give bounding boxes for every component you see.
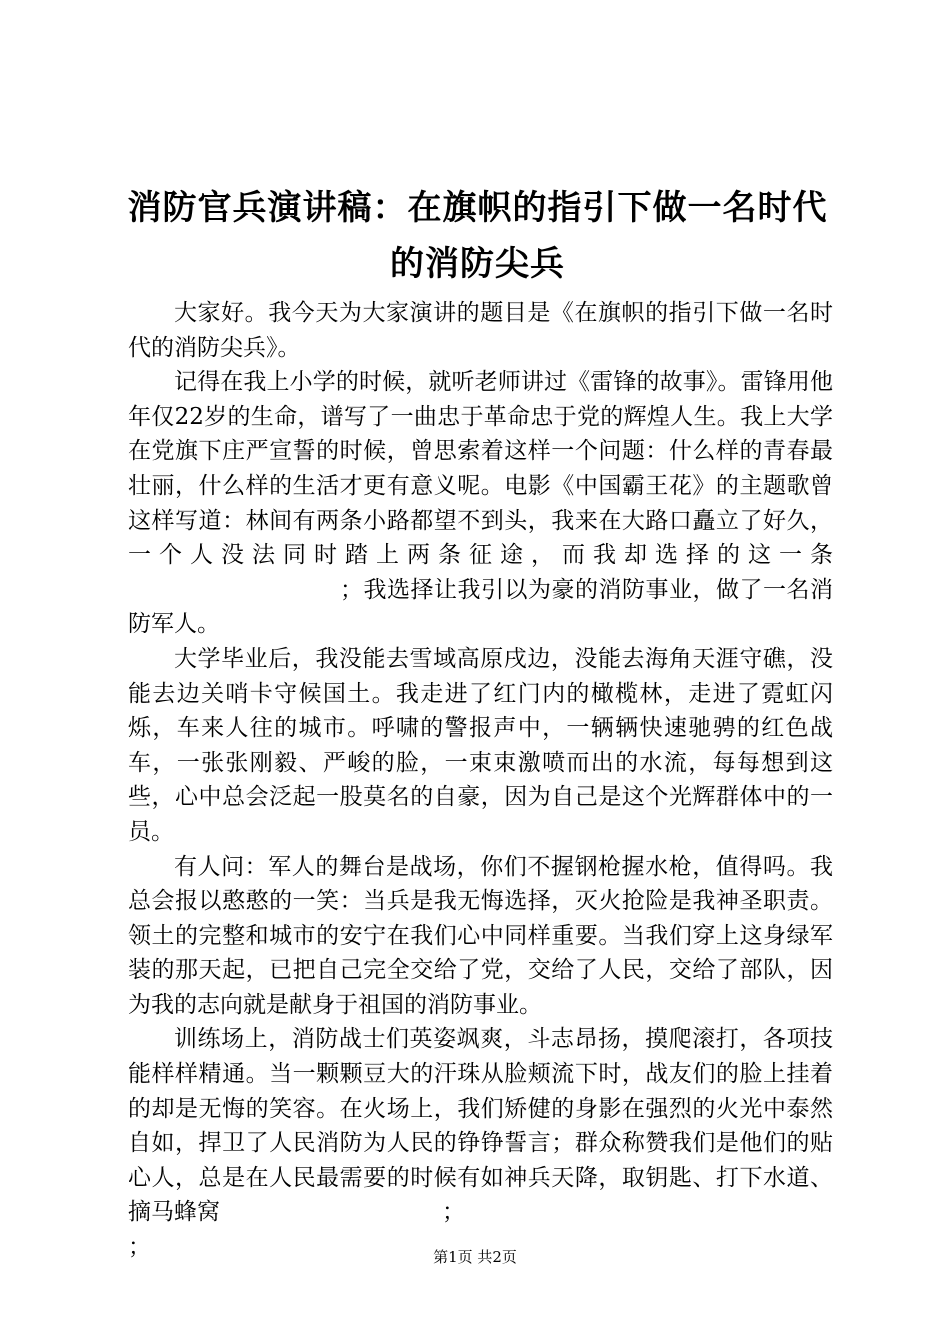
paragraph-lei-feng [128, 365, 833, 642]
paragraph-lei-feng-tail: ；我选择让我引以为豪的消防事业，做了一名消防军人。 [128, 576, 833, 638]
paragraph-question: 有人问：军人的舞台是战场，你们不握钢枪握水枪，值得吗。我总会报以憨憨的一笑：当兵是我无悔选择，灭火抢险是我神圣职责。领土的完整和城市的安宁在我们心中同样重要。当我们穿上这身绿军装的那天起，已把自己完全交给了党，交给了人民，交给了部队，因为我的志向就是献身于祖国的消防事业。 [128, 853, 833, 1018]
paragraph-lei-feng-text: 记得在我上小学的时候，就听老师讲过《雷锋的故事》。雷锋用他年仅22岁的生命，谱写了一曲忠于革命忠于党的辉煌人生。我上大学在党旗下庄严宣誓的时候，曾思索着这样一个问题：什么样的青春最壮丽，什么样的生活才更有意义呢。电影《中国霸王花》的主题歌曾这样写道：林间有两条小路都望不到头，我来在大路口矗立了好久，一个人没法同时踏上两条征途，而我却选择的这一条 [128, 369, 833, 569]
paragraph-greeting: 大家好。我今天为大家演讲的题目是《在旗帜的指引下做一名时代的消防尖兵》。 [128, 300, 833, 361]
paragraph-training-text: 训练场上，消防战士们英姿飒爽，斗志昂扬，摸爬滚打，各项技能样样精通。当一颗颗豆大的汗珠从脸颊流下时，战友们的脸上挂着的却是无悔的笑容。在火场上，我们矫健的身影在强烈的火光中泰然自如，捍卫了人民消防为人民的铮铮誓言；群众称赞我们是他们的贴心人，总是在人民最需要的时候有如神兵天降，取钥匙、打下水道、摘马蜂窝 [128, 1026, 833, 1226]
paragraph-training [128, 1022, 833, 1230]
document-body [128, 296, 833, 1265]
paragraph-fragment: ； [128, 1234, 151, 1261]
paragraph-training-tail: ； [442, 1199, 465, 1226]
paragraph-graduation: 大学毕业后，我没能去雪域高原戌边，没能去海角天涯守礁，没能去边关哨卡守候国土。我走进了红门内的橄榄林，走进了霓虹闪烁，车来人往的城市。呼啸的警报声中，一辆辆快速驰骋的红色战车，一张张刚毅、严峻的脸，一束束激喷而出的水流，每每想到这些，心中总会泛起一股莫名的自豪，因为自己是这个光辉群体中的一员。 [128, 645, 833, 845]
document-title: 消防官兵演讲稿：在旗帜的指引下做一名时代的消防尖兵 [127, 188, 828, 284]
page-indicator: 第1页 共2页 [433, 1248, 517, 1266]
